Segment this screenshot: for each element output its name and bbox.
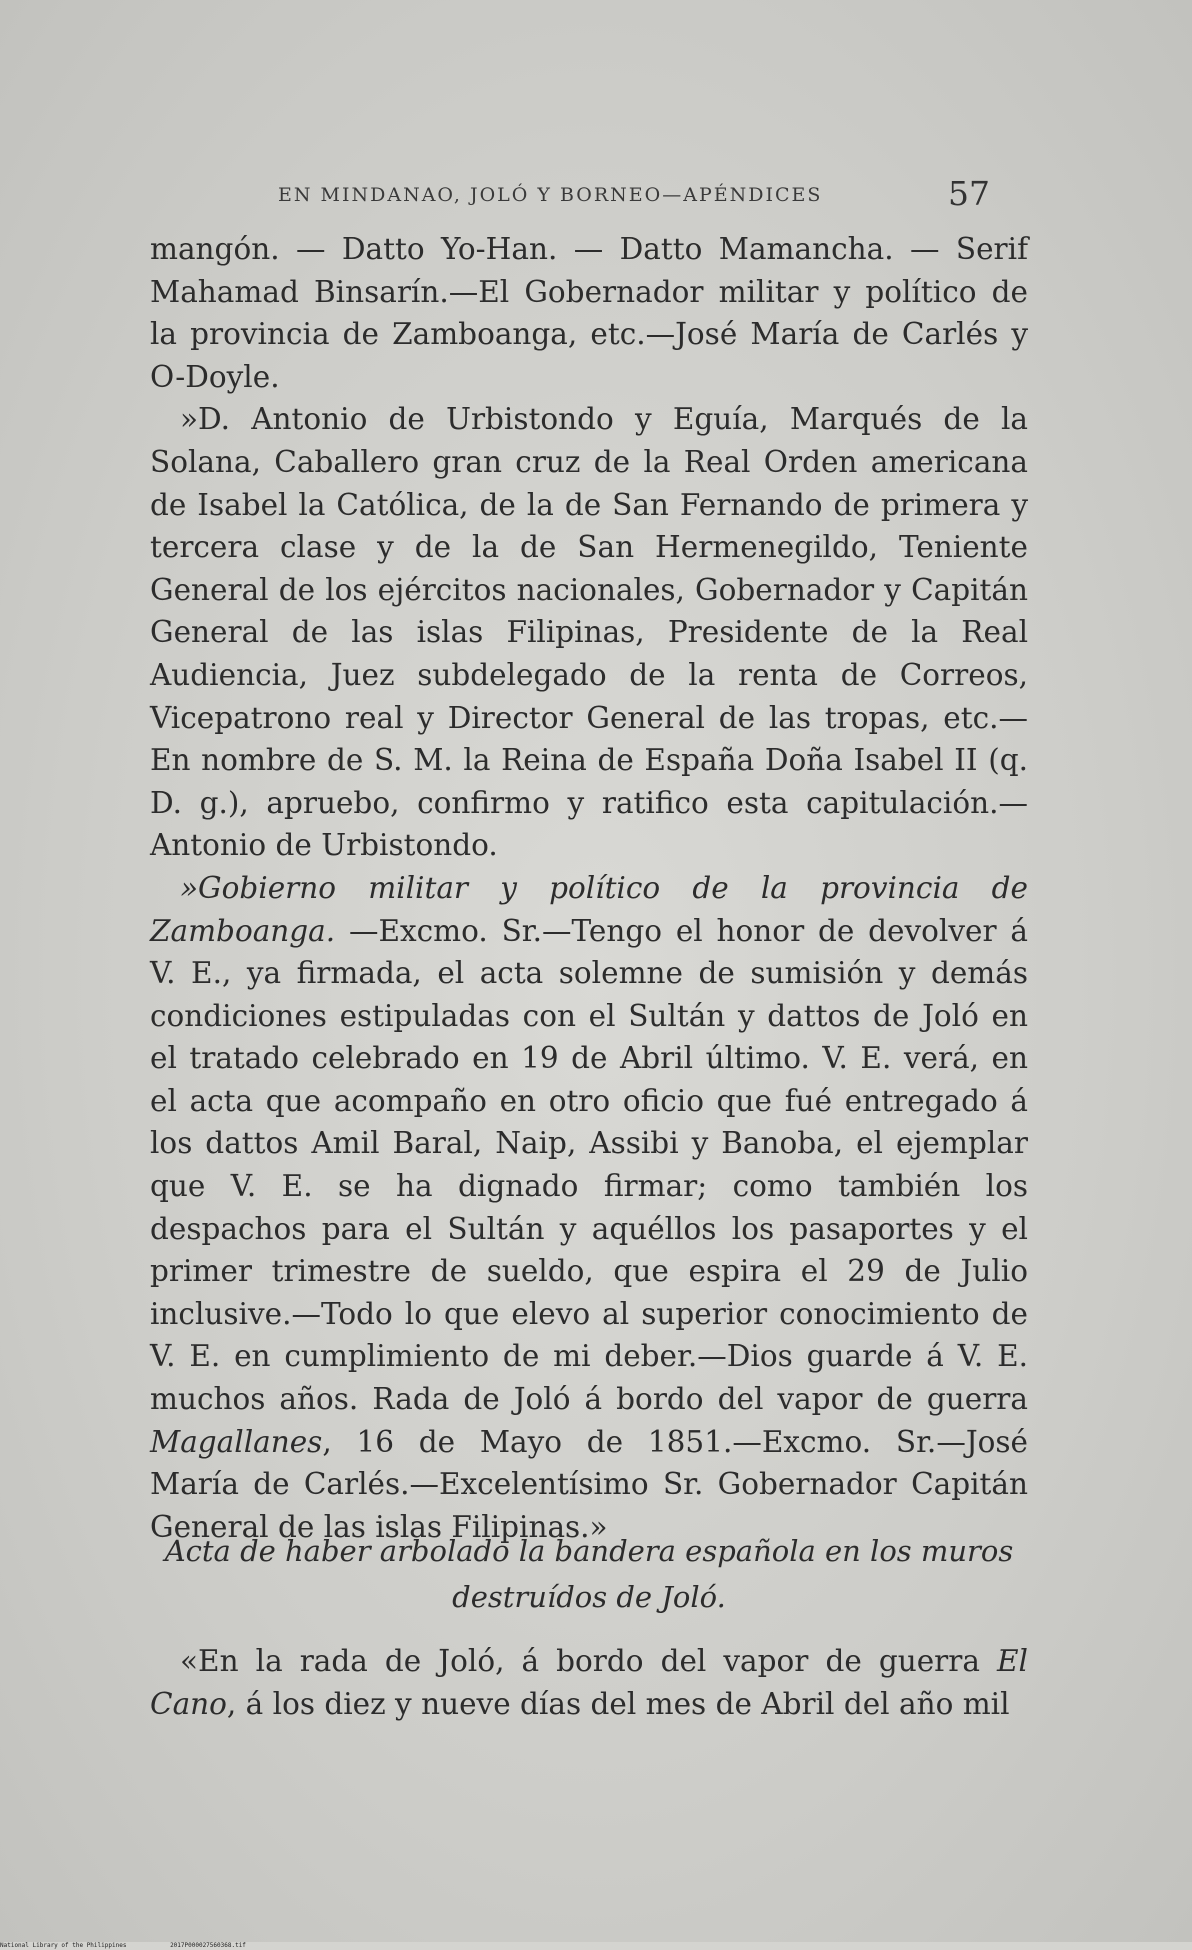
- running-head-title: EN MINDANAO, JOLÓ Y BORNEO—APÉNDICES: [278, 184, 823, 206]
- section-heading-line2: destruídos de Joló.: [452, 1580, 726, 1614]
- footer-file-id: 2017P000027560368.tif: [170, 1942, 246, 1949]
- section-heading: [150, 1528, 1028, 1620]
- acta-text-part1: «En la rada de Joló, á bordo del vapor de guerra: [180, 1644, 998, 1678]
- page-number: 57: [948, 174, 990, 213]
- paragraph-signatories: mangón. — Datto Yo-Han. — Datto Mamancha. — Serif Mahamad Binsarín.—El Gobernador militar y político de la provincia de Zamboanga, etc.—José María de Carlés y O-Doyle.: [150, 232, 1028, 394]
- paragraph-ratification: »D. Antonio de Urbistondo y Eguía, Marqués de la Solana, Caballero gran cruz de la Real Orden americana de Isabel la Católica, de la de San Fernando de primera y tercera clase y de la de San Hermenegildo, Teniente General de los ejércitos nacionales, Gobernador y Capitán General de las islas Filipinas, Presidente de la Real Audiencia, Juez subdelegado de la renta de Correos, Vicepatrono real y Director General de las tropas, etc.—En nombre de S. M. la Reina de España Doña Isabel II (q. D. g.), apruebo, confirmo y ratifico esta capitulación.—Antonio de Urbistondo.: [150, 402, 1028, 863]
- closing-paragraph: [150, 1640, 1028, 1725]
- ship-name-el-cano: El Cano: [150, 1644, 1028, 1721]
- paragraph-acta: [150, 1640, 1028, 1725]
- letter-heading: »Gobierno militar y político de la provincia de Zamboanga.: [150, 870, 1028, 948]
- letter-text-part2: , 16 de Mayo de 1851.—Excmo. Sr.—José María de Carlés.—Excelentísimo Sr. Gobernador Capitán General de las islas Filipinas.»: [150, 1424, 1028, 1544]
- ship-name-magallanes: Magallanes: [150, 1424, 323, 1459]
- scan-footer: [0, 1942, 1192, 1950]
- body-text: [150, 228, 1028, 1548]
- acta-text-part2: , á los diez y nueve días del mes de Abril del año mil: [226, 1686, 1010, 1721]
- running-head: [150, 174, 1030, 220]
- paragraph-letter: [150, 867, 1028, 1549]
- section-heading-line1: Acta de haber arbolado la bandera española en los muros: [164, 1534, 1014, 1568]
- footer-library: National Library of the Philippines: [0, 1942, 127, 1949]
- letter-text-part1: —Excmo. Sr.—Tengo el honor de devolver á V. E., ya firmada, el acta solemne de sumisión y demás condiciones estipuladas con el Sultán y dattos de Joló en el tratado celebrado en 19 de Abril último. V. E. verá, en el acta que acompaño en otro oficio que fué entregado á los dattos Amil Baral, Naip, Assibi y Banoba, el ejemplar que V. E. se ha dignado firmar; como también los despachos para el Sultán y aquéllos los pasaportes y el primer trimestre de sueldo, que espira el 29 de Julio inclusive.—Todo lo que elevo al superior conocimiento de V. E. en cumplimiento de mi deber.—Dios guarde á V. E. muchos años. Rada de Joló á bordo del vapor de guerra: [150, 913, 1028, 1417]
